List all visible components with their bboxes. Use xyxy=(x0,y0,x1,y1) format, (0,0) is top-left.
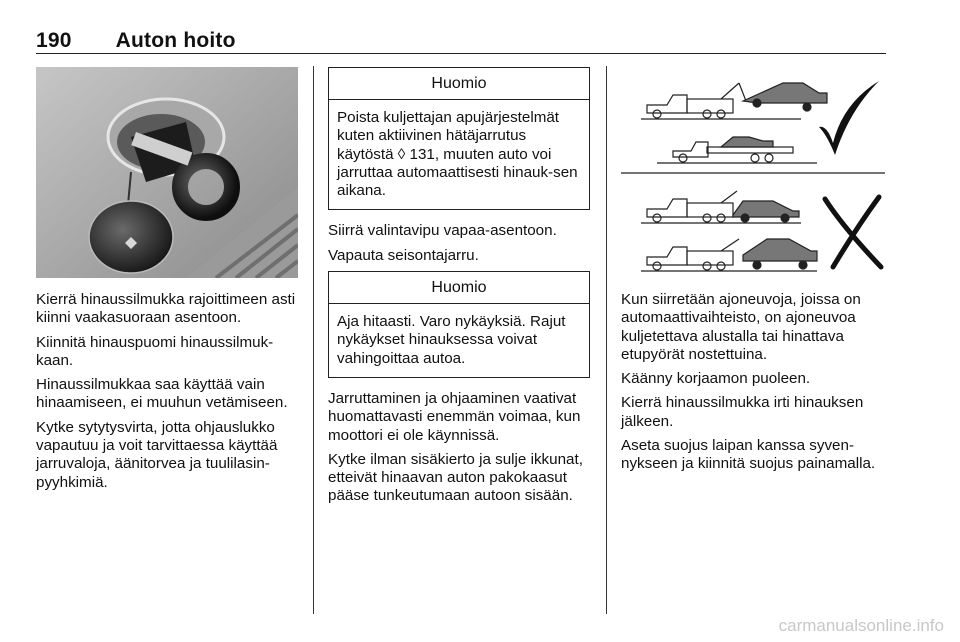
caution-box-1 xyxy=(328,67,590,210)
col2-text-a xyxy=(328,222,590,265)
caution-body: Poista kuljettajan apujärjestelmät kuten aktiivinen hätäjarrutus käytöstä ◊ 131, muuten auto voi jarruttaa automaattisesti hinauk-sen aikana. xyxy=(337,109,578,200)
caution-body: Aja hitaasti. Varo nykäyksiä. Rajut nykäykset hinauksessa voivat vahingoittaa autoa. xyxy=(337,313,566,367)
caution-box-2 xyxy=(328,271,590,378)
checkmark-icon xyxy=(819,81,879,155)
incorrect-tow-illustration-1 xyxy=(641,191,801,223)
paragraph: Kytke ilman sisäkierto ja sulje ikkunat, etteivät hinaavan auton pakokaasut pääse tunkeutumaan autoon sisään. xyxy=(328,450,583,505)
paragraph: Siirrä valintavipu vapaa-asentoon. xyxy=(328,222,557,240)
paragraph: Kierrä hinaussilmukka rajoittimeen asti kiinni vaakasuoraan asentoon. xyxy=(36,291,296,327)
paragraph: Kierrä hinaussilmukka irti hinauksen jälkeen. xyxy=(621,394,864,430)
page-header xyxy=(36,29,236,53)
caution-heading: Huomio xyxy=(329,68,589,100)
incorrect-tow-illustration-2 xyxy=(641,239,817,271)
paragraph: Jarruttaminen ja ohjaaminen vaativat huomattavasti enemmän voimaa, kun moottori ei ole käynnissä. xyxy=(328,389,581,444)
caution-heading: Huomio xyxy=(329,272,589,304)
col1-text xyxy=(36,291,304,498)
wheel-lift-tow-illustration xyxy=(641,83,827,119)
page-number: 190 xyxy=(36,29,72,52)
section-title: Auton hoito xyxy=(115,29,236,52)
paragraph: Kiinnitä hinauspuomi hinaussilmuk-kaan. xyxy=(36,333,274,369)
paragraph: Käänny korjaamon puoleen. xyxy=(621,370,811,388)
paragraph: Vapauta seisontajarru. xyxy=(328,246,479,264)
paragraph: Kun siirretään ajoneuvoja, joissa on automaattivaihteisto, on ajoneuvoa kuljetettava alustalla tai hinattava etupyörät nostettuina. xyxy=(621,291,861,363)
col2-text-b xyxy=(328,390,590,506)
watermark: carmanualsonline.info xyxy=(778,616,944,635)
paragraph: Aseta suojus laipan kanssa syven-nykseen ja kiinnitä suojus painamalla. xyxy=(621,437,876,473)
flatbed-illustration xyxy=(657,137,817,163)
col2 xyxy=(328,67,590,512)
column-separator-1 xyxy=(313,66,314,614)
cross-icon xyxy=(825,197,881,267)
header-rule xyxy=(36,53,886,54)
tow-eye-photo xyxy=(36,67,298,278)
column-separator-2 xyxy=(606,66,607,614)
paragraph: Kytke sytytysvirta, jotta ohjauslukko vapautuu ja voit tarvittaessa käyttää jarruvaloja, äänitorvea ja tuulilasin-pyyhkimiä. xyxy=(36,418,278,491)
col3-text xyxy=(621,291,889,480)
towing-diagram xyxy=(621,67,885,277)
paragraph: Hinaussilmukkaa saa käyttää vain hinaamiseen, ei muuhun vetämiseen. xyxy=(36,376,288,412)
